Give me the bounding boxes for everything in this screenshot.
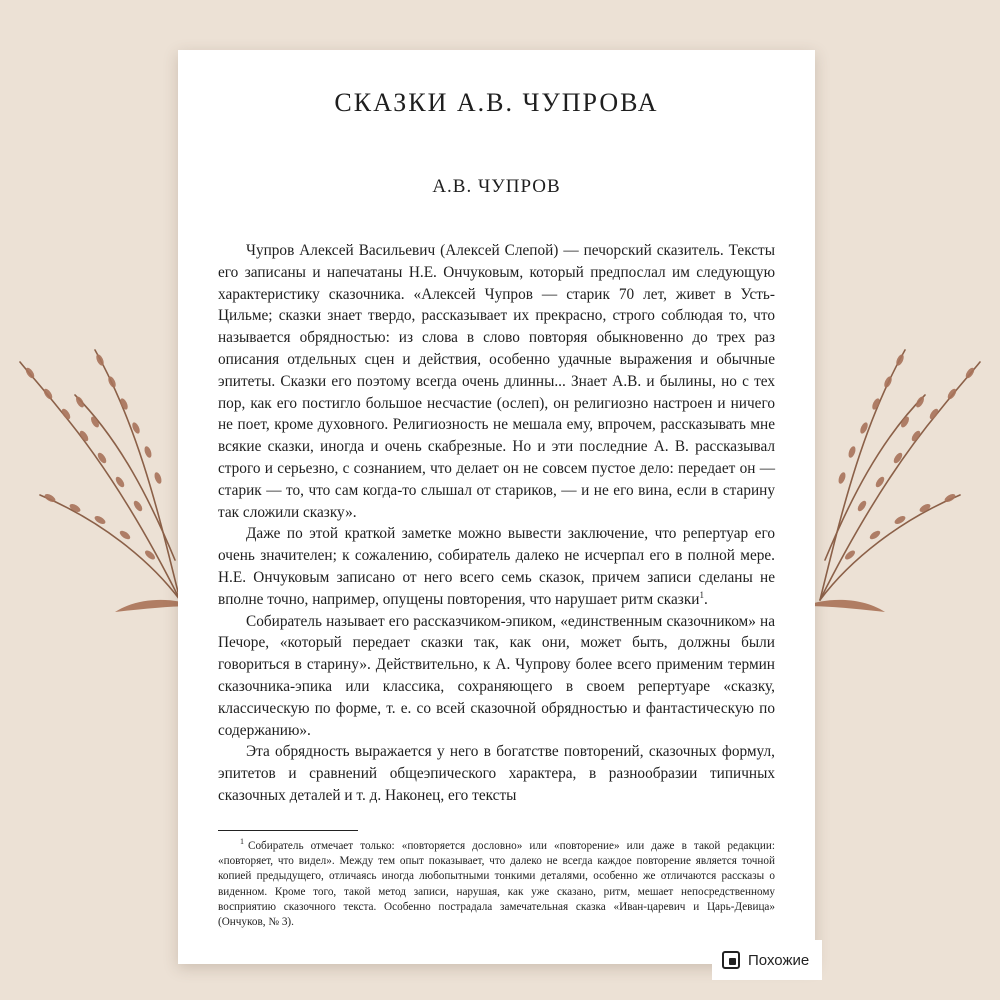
- paragraph-text: Даже по этой краткой заметке можно вывести заключение, что репертуар его очень значителен; к сожалению, собиратель далеко не исчерпал его в полной мере. Н.Е. Ончуковым записано от него всего семь сказок, причем записи сделаны не вполне точно, например, опущены повторения, что нарушает ритм сказки: [218, 525, 775, 608]
- right-ribbon: [805, 600, 885, 612]
- footnote-paragraph: [218, 839, 775, 930]
- left-branch-3: [40, 495, 180, 600]
- footnote: [218, 839, 775, 930]
- footnote-text: Собиратель отмечает только: «повторяется дословно» или «повторение» или даже в такой редакции: «повторяет, что видел». Между тем опыт показывает, что далеко не всегда каждое повторение является точной копией предыдущего, отличаясь иногда любопытными тонкими деталями, особенно же отличаются рассказы о виденном. Кроме того, такой метод записи, нарушая, как уже сказано, ритм, мешает непосредственному восприятию сказочного текста. Особенно пострадала замечательная сказка «Иван-царевич и Царь-Девица» (Ончуков, № 3).: [218, 840, 775, 929]
- similar-images-button[interactable]: [712, 940, 822, 980]
- book-title: СКАЗКИ А.В. ЧУПРОВА: [334, 88, 659, 117]
- right-branch-3: [820, 495, 960, 600]
- book-page: [178, 50, 815, 964]
- paragraph: Собиратель называет его рассказчиком-эпиком, «единственным сказочником» на Печоре, «который передает сказки так, как они, может быть, должны были говориться в старину». Действительно, к А. Чупрову более всего применим термин сказочника-эпика или классика, сохраняющего в своем репертуаре «сказку, классическую по форме, т. е. со всей сказочной обрядностью и фантастическую по содержанию».: [218, 612, 775, 739]
- similar-images-label: Похожие: [748, 951, 810, 969]
- paragraph: Даже по этой краткой заметке можно вывести заключение, что репертуар его очень значителен; к сожалению, собиратель далеко не исчерпал его в полной мере. Н.Е. Ончуковым записано от него всего семь сказок, причем записи сделаны не вполне точно, например, опущены повторения, что нарушает ритм сказки$^1$.: [218, 525, 775, 608]
- paragraph: Эта обрядность выражается у него в богатстве повторений, сказочных формул, эпитетов и сравнений общеэпического характера, в разнообразии типичных сказочных деталей и т. д. Наконец, его тексты: [218, 743, 775, 804]
- body-text: [218, 240, 775, 807]
- right-branch-1: [820, 362, 980, 600]
- footnote-divider: [218, 830, 358, 831]
- author-heading: А.В. ЧУПРОВ: [432, 176, 561, 197]
- paragraph: Чупров Алексей Васильевич (Алексей Слепой) — печорский сказитель. Тексты его записаны и напечатаны Н.Е. Ончуковым, который предпослал им следующую характеристику сказочника. «Алексей Чупров — старик 70 лет, живет в Усть-Цильме; сказки знает твердо, рассказывает их прекрасно, строго соблюдая то, что называется обрядностью: из слова в слово повторяя обыкновенно до трех раз описания отдельных сцен и действия, особенно удачные выражения и обычные эпитеты. Сказки его поэтому всегда очень длинны... Знает А.В. и былины, но с тех пор, как его постигло большое несчастие (ослеп), он религиозно настроен и ничего не поет, кроме духовного. Религиозность не мешала ему, впрочем, рассказывать мне всякие сказки, иногда и очень скабрезные. Но и эти последние А. В. рассказывал строго и серьезно, с сознанием, что делает он не совсем пустое дело: передает он — старик — то, что сам когда-то слышал от стариков, — и не его вина, если в старину так сложили сказку».: [218, 242, 775, 521]
- footnote-reference[interactable]: 1: [699, 589, 704, 600]
- footnote-number: 1: [240, 837, 244, 847]
- left-branch-1: [20, 362, 180, 600]
- similar-images-icon: [722, 951, 740, 969]
